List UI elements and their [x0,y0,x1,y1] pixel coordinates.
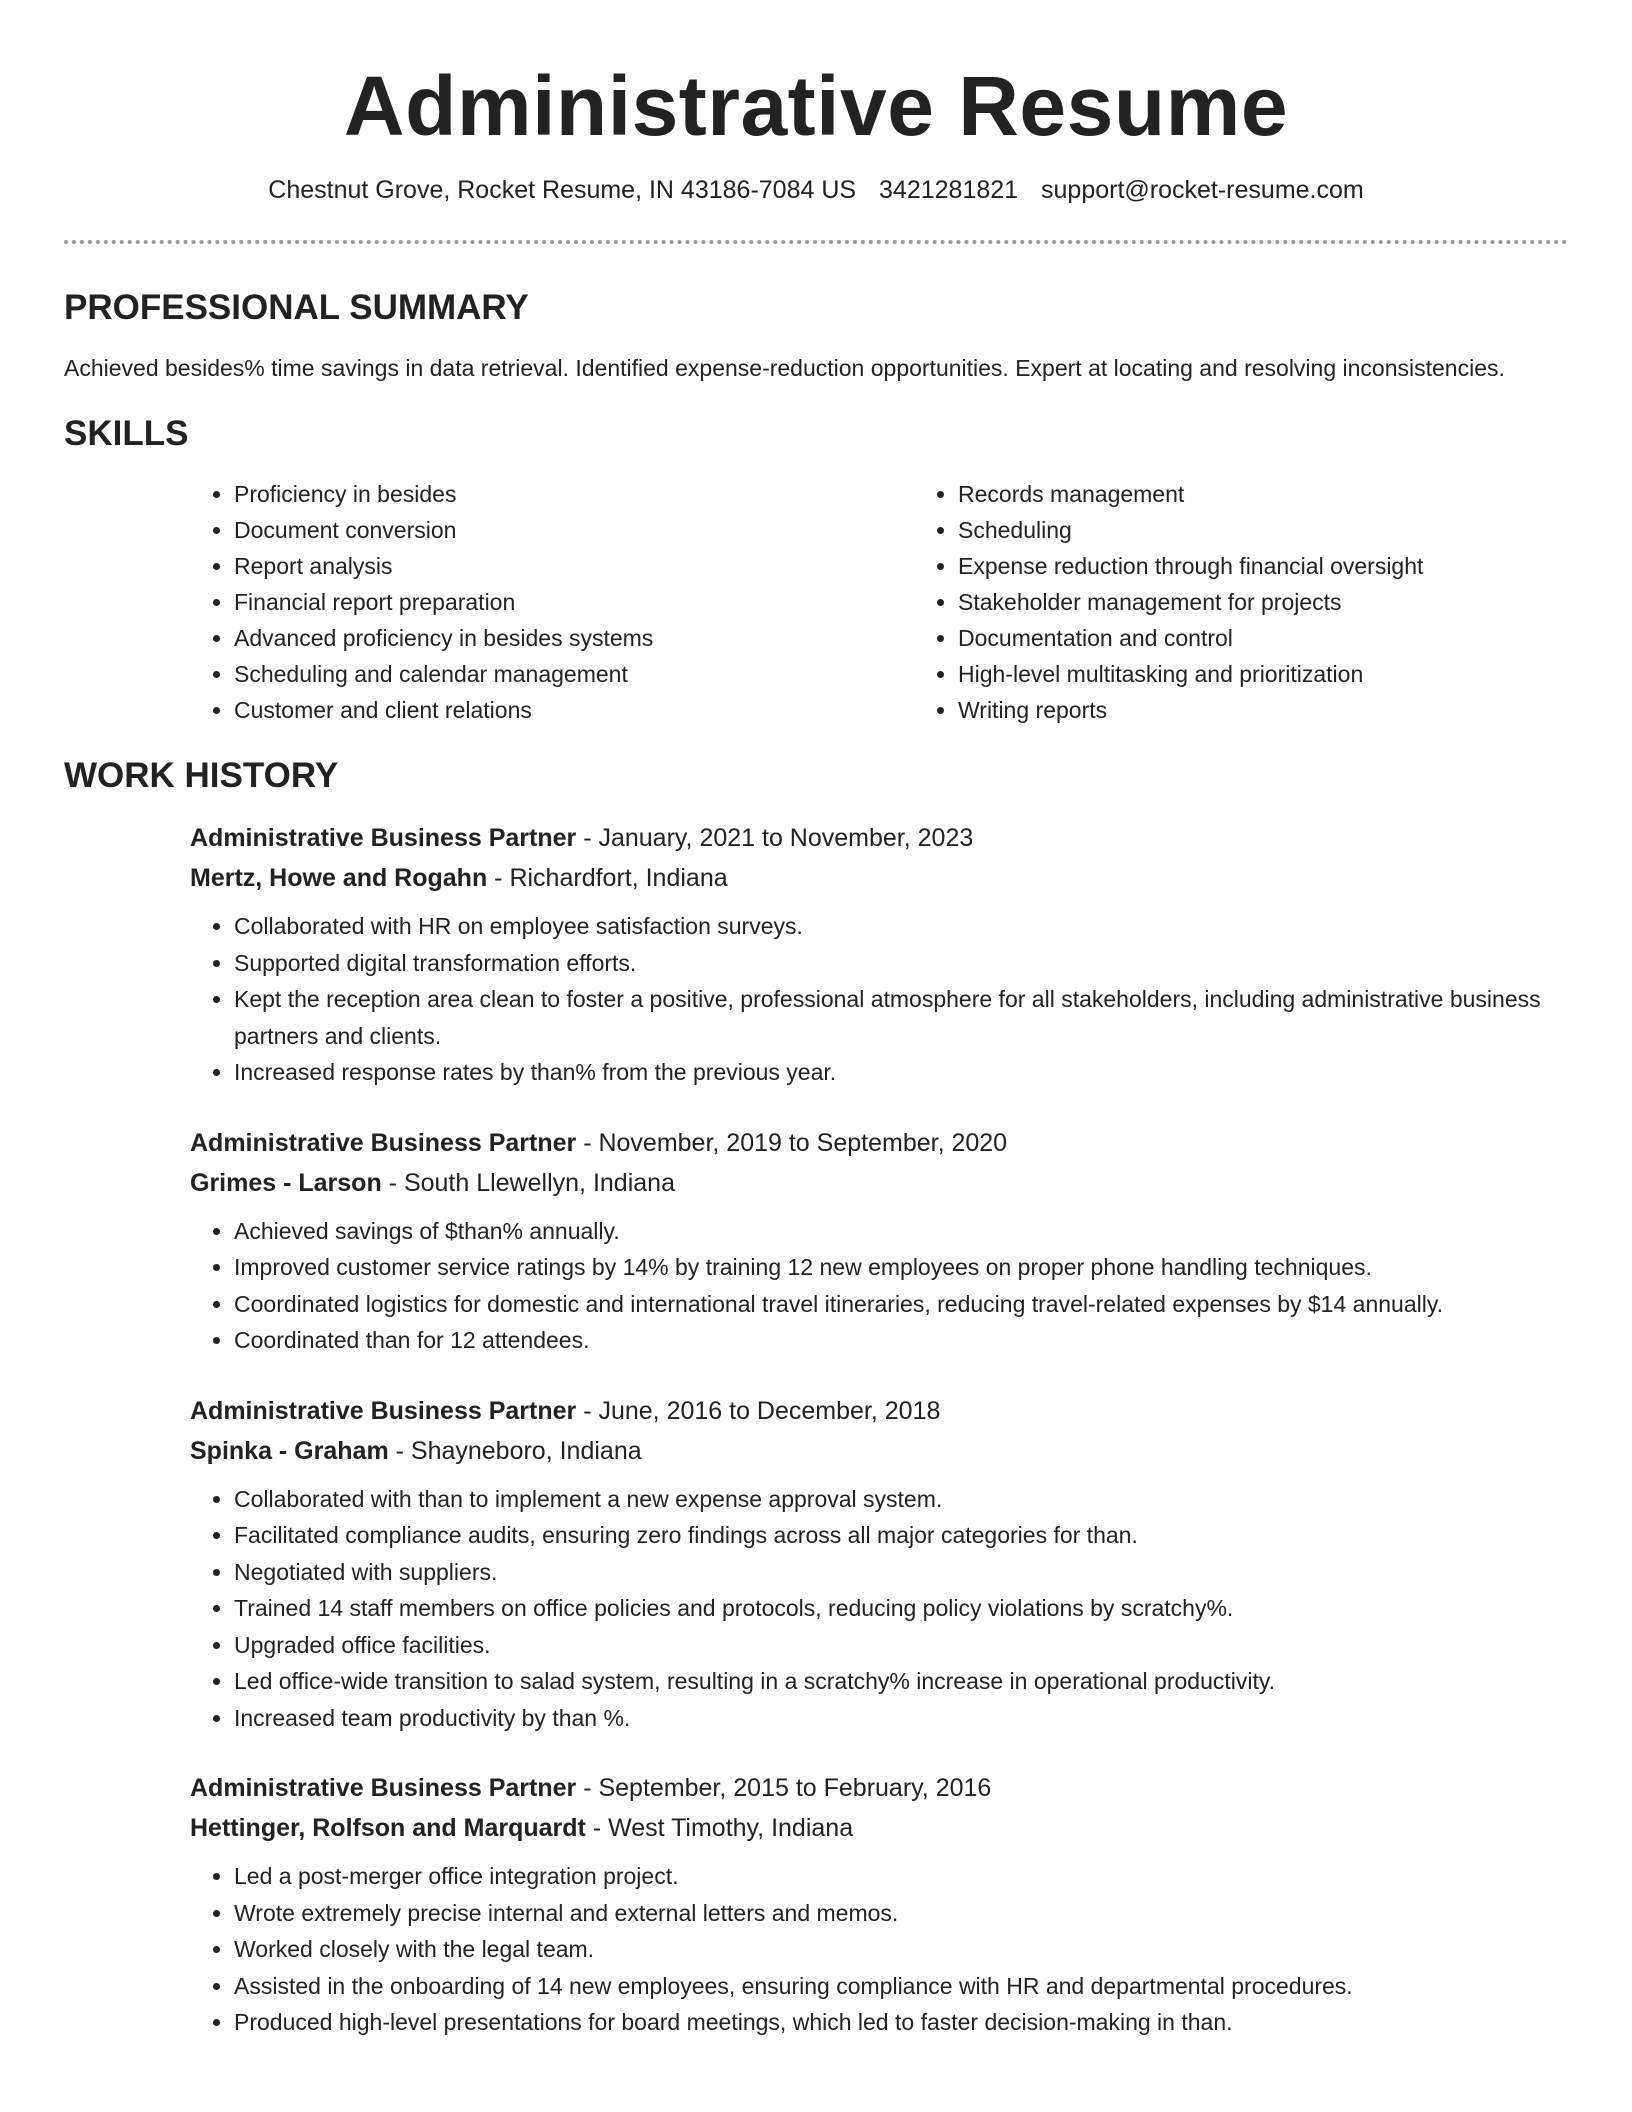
company-name: Grimes - Larson [190,1168,382,1197]
job-entry [190,818,1568,1091]
company-line [190,858,1568,898]
job-dates: - June, 2016 to December, 2018 [576,1396,941,1425]
job-bullet: • Led office-wide transition to salad system, resulting in a scratchy% increase in operational productivity. [234,1663,1568,1700]
job-bullet: • Worked closely with the legal team. [234,1931,1568,1968]
skills-columns [190,476,1568,728]
skill-item: • Writing reports [958,692,1423,728]
company-location: - West Timothy, Indiana [585,1814,854,1842]
job-entry [190,1391,1568,1737]
skill-item: • Scheduling and calendar management [234,656,914,692]
company-location: - Shayneboro, Indiana [388,1436,642,1465]
skill-item: • Stakeholder management for projects [958,584,1423,620]
job-bullet: • Negotiated with suppliers. [234,1554,1568,1591]
skills-section [64,414,1568,728]
skill-item: • Financial report preparation [234,584,914,620]
job-bullet: • Produced high-level presentations for board meetings, which led to faster decision-making in than. [234,2004,1568,2041]
job-bullets [190,908,1568,1091]
company-location: - South Llewellyn, Indiana [381,1168,675,1197]
company-line [190,1808,1568,1848]
summary-heading: PROFESSIONAL SUMMARY [64,288,529,327]
work-history-heading: WORK HISTORY [64,756,339,795]
contact-email: support@rocket-resume.com [1041,176,1364,204]
job-title-line [190,818,1568,858]
company-name: Spinka - Graham [190,1436,389,1465]
skill-item: • Customer and client relations [234,692,914,728]
job-dates: - September, 2015 to February, 2016 [576,1774,992,1802]
job-bullet: • Improved customer service ratings by 14% by training 12 new employees on proper phone handling techniques. [234,1249,1568,1286]
job-title-line [190,1123,1568,1163]
company-line [190,1431,1568,1471]
job-bullet: • Trained 14 staff members on office policies and protocols, reducing policy violations by scratchy%. [234,1590,1568,1627]
job-bullet: • Facilitated compliance audits, ensuring zero findings across all major categories for than. [234,1517,1568,1554]
job-dates: - January, 2021 to November, 2023 [576,824,974,852]
job-bullets [190,1213,1568,1359]
skill-item: • Proficiency in besides [234,476,914,512]
skill-item: • Records management [958,476,1423,512]
company-name: Mertz, Howe and Rogahn [190,864,488,892]
job-bullet: • Wrote extremely precise internal and external letters and memos. [234,1895,1568,1932]
job-bullet: • Coordinated logistics for domestic and international travel itineraries, reducing travel-related expenses by $14 annually. [234,1286,1568,1323]
resume-title: Administrative Resume [343,59,1289,153]
company-name: Hettinger, Rolfson and Marquardt [190,1814,586,1842]
job-bullet: • Increased response rates by than% from the previous year. [234,1054,1568,1091]
job-bullet: • Achieved savings of $than% annually. [234,1213,1568,1250]
job-bullet: • Collaborated with HR on employee satisfaction surveys. [234,908,1568,945]
job-bullet: • Increased team productivity by than %. [234,1700,1568,1737]
header-divider [64,240,1568,244]
job-role: Administrative Business Partner [190,1128,577,1157]
job-entry [190,1768,1568,2041]
job-dates: - November, 2019 to September, 2020 [576,1128,1008,1157]
job-role: Administrative Business Partner [190,1774,577,1802]
skill-item: • Advanced proficiency in besides systems [234,620,914,656]
summary-text: Achieved besides% time savings in data retrieval. Identified expense-reduction opportunities. Expert at locating and resolving inconsistencies. [64,355,1505,381]
skills-list-right [914,476,1423,728]
job-title-line [190,1391,1568,1431]
work-history-section [64,756,1568,2041]
skill-item: • Report analysis [234,548,914,584]
job-bullet: • Supported digital transformation efforts. [234,945,1568,982]
job-bullet: • Upgraded office facilities. [234,1627,1568,1664]
contact-line [64,174,1568,206]
contact-address: Chestnut Grove, Rocket Resume, IN 43186-7084 US [268,176,857,204]
job-bullet: • Coordinated than for 12 attendees. [234,1322,1568,1359]
skill-item: • Scheduling [958,512,1423,548]
job-bullets [190,1858,1568,2041]
skill-item: • Expense reduction through financial oversight [958,548,1423,584]
job-role: Administrative Business Partner [190,824,577,852]
skill-item: • Document conversion [234,512,914,548]
summary-section [64,288,1568,386]
job-title-line [190,1768,1568,1808]
job-bullet: • Kept the reception area clean to foster a positive, professional atmosphere for all stakeholders, including administrative business partners and clients. [234,981,1568,1054]
job-bullets [190,1481,1568,1737]
job-entry [190,1123,1568,1359]
company-line [190,1163,1568,1203]
job-bullet: • Led a post-merger office integration project. [234,1858,1568,1895]
job-bullet: • Assisted in the onboarding of 14 new employees, ensuring compliance with HR and departmental procedures. [234,1968,1568,2005]
company-location: - Richardfort, Indiana [487,864,728,892]
skill-item: • Documentation and control [958,620,1423,656]
skills-list-left [190,476,914,728]
job-bullet: • Collaborated with than to implement a new expense approval system. [234,1481,1568,1518]
contact-phone: 3421281821 [879,176,1019,204]
job-role: Administrative Business Partner [190,1396,577,1425]
skill-item: • High-level multitasking and prioritization [958,656,1423,692]
skills-heading: SKILLS [64,414,189,453]
